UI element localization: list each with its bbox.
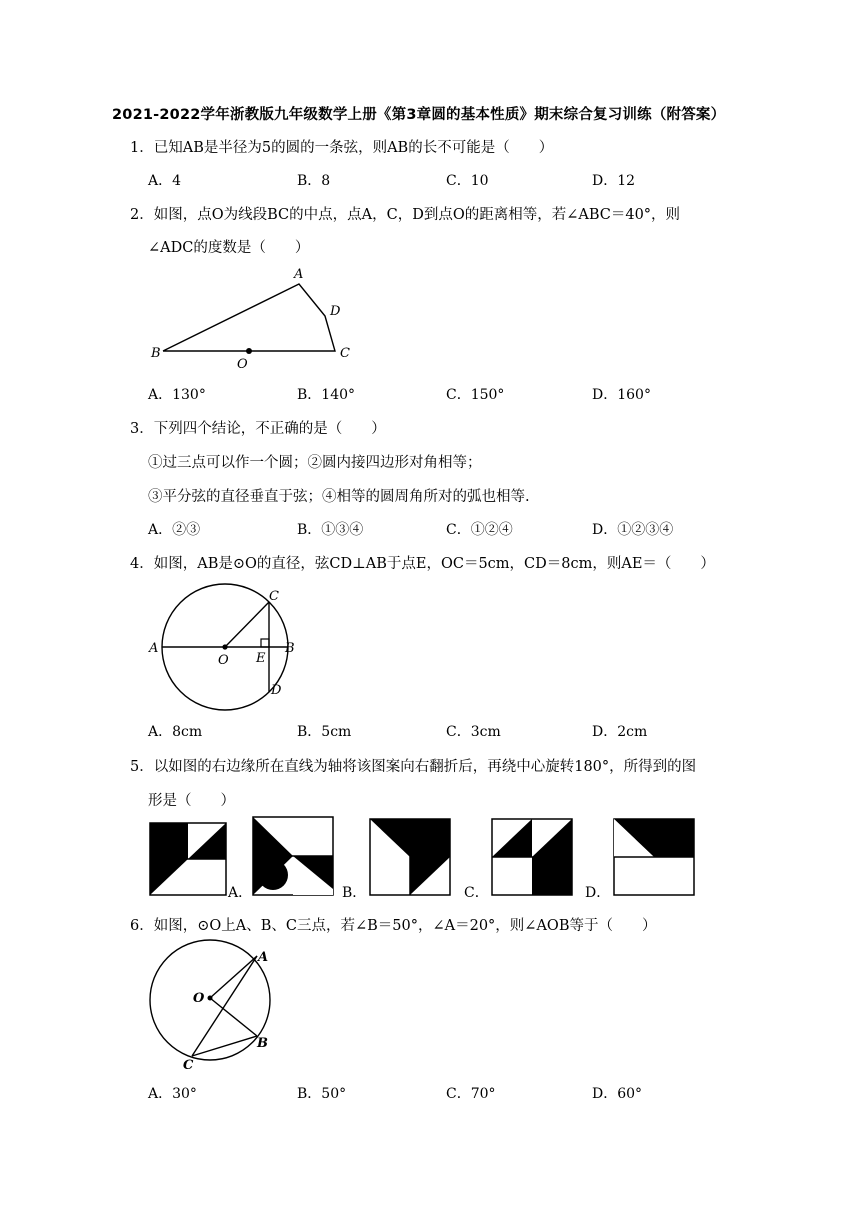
q4-label-b: B bbox=[285, 641, 295, 656]
q4-label-c: C bbox=[269, 589, 279, 604]
q6-option-d[interactable]: D．60° bbox=[592, 1086, 643, 1102]
question-3-stem: 3．下列四个结论，不正确的是（ ） bbox=[130, 421, 386, 437]
q4-option-a[interactable]: A．8cm bbox=[148, 724, 203, 740]
question-2-stem-line2: ∠ADC的度数是（ ） bbox=[148, 240, 310, 256]
q2-option-d[interactable]: D．160° bbox=[592, 387, 651, 403]
q6-option-a[interactable]: A．30° bbox=[148, 1086, 197, 1102]
q5-option-b[interactable]: B． bbox=[342, 885, 367, 901]
q4-label-o: O bbox=[218, 653, 229, 668]
q5-original-pattern bbox=[150, 823, 226, 895]
q5-option-c-pattern[interactable] bbox=[492, 819, 572, 895]
q2-label-b: B bbox=[151, 346, 161, 361]
q6-option-c[interactable]: C．70° bbox=[446, 1086, 496, 1102]
q4-figure bbox=[145, 580, 315, 720]
q5-option-a-pattern[interactable] bbox=[253, 817, 333, 895]
question-3-statement-line1: ①过三点可以作一个圆；②圆内接四边形对角相等； bbox=[148, 455, 482, 471]
q6-option-b[interactable]: B．50° bbox=[297, 1086, 347, 1102]
q6-label-c: C bbox=[183, 1058, 194, 1073]
question-5-stem-line2: 形是（ ） bbox=[148, 793, 235, 809]
q3-option-b[interactable]: B．①③④ bbox=[297, 522, 364, 538]
question-3-statement-line2: ③平分弦的直径垂直于弦；④相等的圆周角所对的弧也相等. bbox=[148, 489, 530, 505]
question-6-stem: 6．如图，⊙O上A、B、C三点，若∠B＝50°，∠A＝20°，则∠AOB等于（ ） bbox=[130, 918, 657, 934]
q2-option-b[interactable]: B．140° bbox=[297, 387, 356, 403]
q5-option-d[interactable]: D． bbox=[585, 885, 611, 901]
q2-label-c: C bbox=[340, 346, 350, 361]
q1-option-d[interactable]: D．12 bbox=[592, 173, 636, 189]
question-4-stem: 4．如图，AB是⊙O的直径，弦CD⊥AB于点E，OC＝5cm，CD＝8cm，则AE＝（ ） bbox=[130, 556, 715, 572]
q4-label-e: E bbox=[256, 651, 266, 666]
q1-option-c[interactable]: C．10 bbox=[446, 173, 489, 189]
q2-label-o: O bbox=[237, 357, 248, 372]
q2-label-d: D bbox=[330, 304, 341, 319]
q4-option-c[interactable]: C．3cm bbox=[446, 724, 501, 740]
q2-option-a[interactable]: A．130° bbox=[148, 387, 206, 403]
q2-label-a: A bbox=[294, 267, 304, 282]
page-title: 2021-2022学年浙教版九年级数学上册《第3章圆的基本性质》期末综合复习训练（附答案） bbox=[112, 107, 726, 123]
question-2-stem-line1: 2．如图，点O为线段BC的中点，点A，C，D到点O的距离相等，若∠ABC＝40°，则 bbox=[130, 207, 681, 223]
q2-option-c[interactable]: C．150° bbox=[446, 387, 505, 403]
q6-label-a: A bbox=[258, 950, 269, 965]
q5-option-a[interactable]: A． bbox=[228, 885, 253, 901]
q6-label-o: O bbox=[193, 991, 205, 1006]
q2-figure bbox=[145, 262, 365, 377]
q4-label-a: A bbox=[149, 641, 159, 656]
q5-option-d-pattern[interactable] bbox=[614, 819, 694, 895]
q3-option-d[interactable]: D．①②③④ bbox=[592, 522, 674, 538]
q1-option-b[interactable]: B．8 bbox=[297, 173, 331, 189]
q4-option-b[interactable]: B．5cm bbox=[297, 724, 352, 740]
q4-label-d: D bbox=[271, 683, 282, 698]
q6-label-b: B bbox=[257, 1036, 268, 1051]
question-1-stem: 1．已知AB是半径为5的圆的一条弦，则AB的长不可能是（ ） bbox=[130, 140, 554, 156]
q3-option-a[interactable]: A．②③ bbox=[148, 522, 201, 538]
q6-figure bbox=[145, 940, 280, 1075]
q5-option-c[interactable]: C． bbox=[464, 885, 489, 901]
q3-option-c[interactable]: C．①②④ bbox=[446, 522, 513, 538]
q4-option-d[interactable]: D．2cm bbox=[592, 724, 648, 740]
q5-option-b-pattern[interactable] bbox=[370, 819, 450, 895]
q1-option-a[interactable]: A．4 bbox=[148, 173, 182, 189]
question-5-stem-line1: 5．以如图的右边缘所在直线为轴将该图案向右翻折后，再绕中心旋转180°，所得到的图 bbox=[130, 759, 697, 775]
